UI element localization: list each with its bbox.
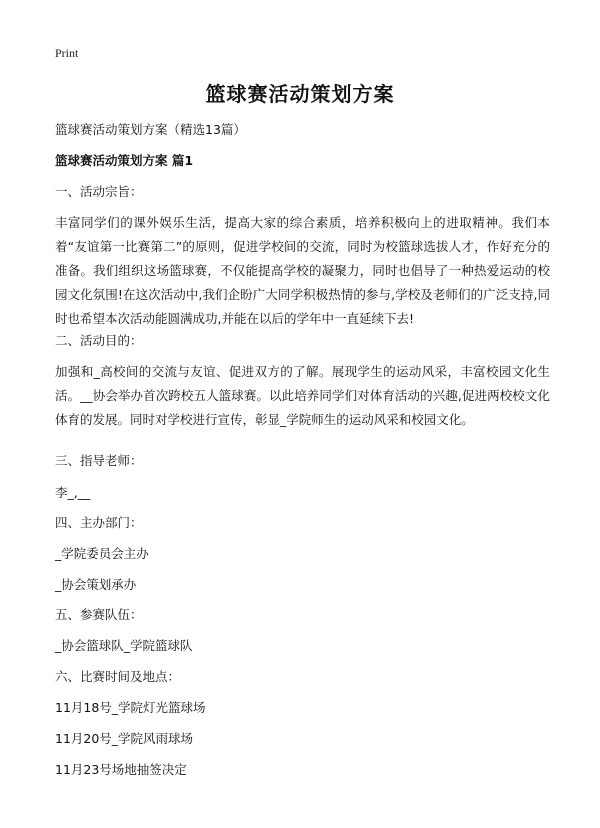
schedule-item: 11月20号_学院风雨球场: [55, 731, 194, 746]
heading-purpose: 一、活动宗旨：: [55, 184, 143, 199]
heading-schedule: 六、比赛时间及地点：: [55, 669, 181, 684]
heading-teacher: 三、指导老师：: [55, 453, 143, 468]
schedule-item: 11月23号场地抽签决定: [55, 762, 187, 777]
section-heading: 篮球赛活动策划方案 篇1: [55, 153, 194, 168]
heading-goal: 二、活动目的：: [55, 333, 143, 348]
heading-teams: 五、参赛队伍：: [55, 607, 143, 622]
teacher-names: 李_,__: [55, 485, 91, 500]
schedule-item: 11月18号_学院灯光篮球场: [55, 700, 206, 715]
document-subtitle: 篮球赛活动策划方案（精选13篇）: [55, 122, 246, 137]
organizer-host: _学院委员会主办: [55, 546, 149, 561]
document-title: 篮球赛活动策划方案: [205, 82, 395, 106]
paragraph-goal: 加强和_高校间的交流与友谊、促进双方的了解。展现学生的运动风采，丰富校园文化生活。__协会举办首次跨校五人篮球赛。以此培养同学们对体育活动的兴趣,促进两校校文化体育的发展。同时对学校进行宣传，彰显_学院师生的运动风采和校园文化。: [55, 364, 550, 427]
heading-organizer: 四、主办部门：: [55, 515, 143, 530]
paragraph-purpose: 丰富同学们的课外娱乐生活，提高大家的综合素质，培养积极向上的进取精神。我们本着“友谊第一比赛第二”的原则，促进学校间的交流，同时为校篮球选拔人才，作好充分的准备。我们组织这场篮球赛，不仅能提高学校的凝聚力，同时也倡导了一种热爱运动的校园文化氛围!在这次活动中,我们企盼广大同学积极热情的参与,学校及老师们的广泛支持,同时也希望本次活动能圆满成功,并能在以后的学年中一直延续下去!: [55, 215, 550, 326]
print-label: Print: [55, 46, 79, 60]
organizer-planner: _协会策划承办: [55, 577, 137, 592]
teams-list: _协会篮球队_学院篮球队: [55, 638, 193, 653]
